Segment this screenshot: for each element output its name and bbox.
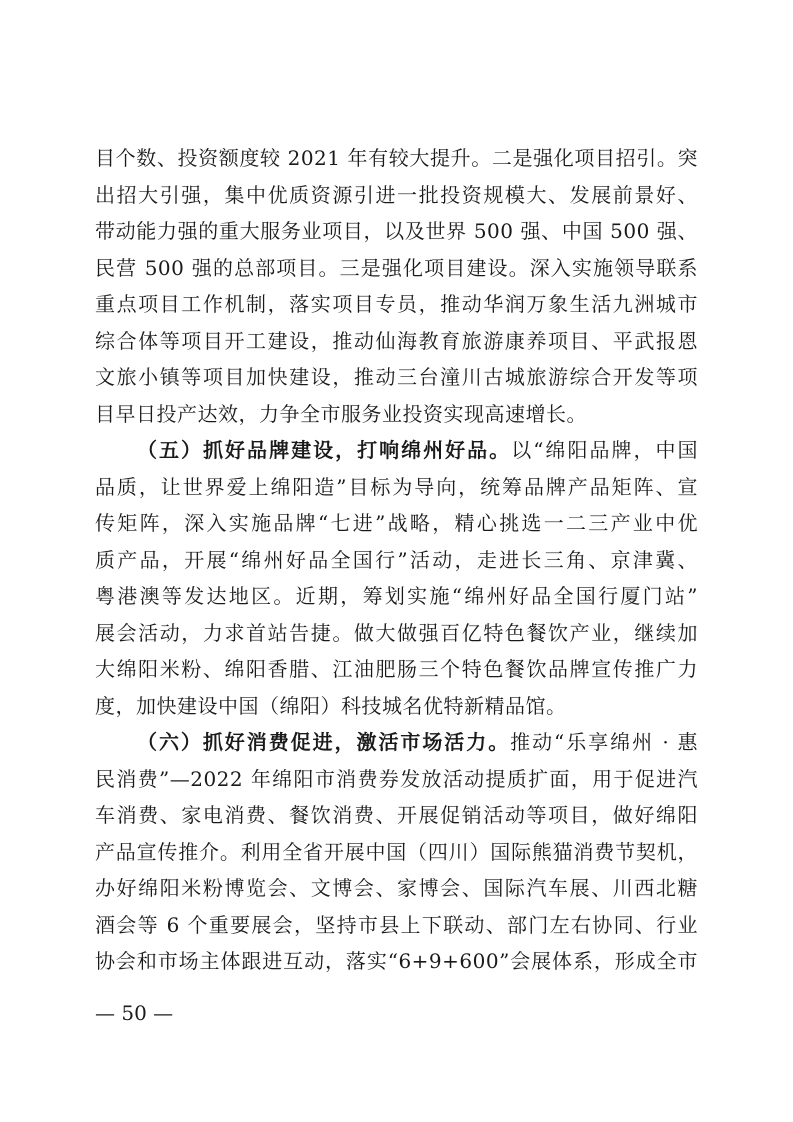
paragraph-line: 出招大引强，集中优质资源引进一批投资规模大、发展前景好、	[95, 182, 698, 207]
paragraph-line: 带动能力强的重大服务业项目，以及世界 500 强、中国 500 强、	[95, 219, 698, 243]
paragraph-text: 推动“乐享绵州 · 惠	[510, 730, 699, 754]
paragraph-line: 粤港澳等发达地区。近期，筹划实施“绵州好品全国行厦门站”	[95, 584, 698, 608]
paragraph-line: 大绵阳米粉、绵阳香腊、江油肥肠三个特色餐饮品牌宣传推广力	[95, 657, 698, 681]
paragraph-line: 度，加快建设中国（绵阳）科技城名优特新精品馆。	[95, 693, 567, 718]
paragraph-3	[95, 724, 698, 980]
section-heading: （五）抓好品牌建设，打响绵州好品。	[137, 438, 512, 462]
paragraph-line: 目个数、投资额度较 2021 年有较大提升。二是强化项目招引。突	[95, 146, 698, 170]
paragraph-line: 目早日投产达效，力争全市服务业投资实现高速增长。	[95, 401, 587, 426]
paragraph-1	[95, 140, 698, 432]
paragraph-line: 文旅小镇等项目加快建设，推动三台潼川古城旅游综合开发等项	[95, 365, 698, 389]
paragraph-line: 质产品，开展“绵州好品全国行”活动，走进长三角、京津冀、	[95, 547, 698, 572]
paragraph-line: 酒会等 6 个重要展会，坚持市县上下联动、部门左右协同、行业	[95, 912, 698, 937]
document-body	[95, 140, 698, 980]
paragraph-2	[95, 432, 698, 724]
paragraph-line: 传矩阵，深入实施品牌“七进”战略，精心挑选一二三产业中优	[95, 511, 698, 535]
paragraph-text: 以“绵阳品牌，中国	[511, 438, 698, 462]
section-heading: （六）抓好消费促进，激活市场活力。	[137, 730, 511, 754]
paragraph-line: 车消费、家电消费、餐饮消费、开展促销活动等项目，做好绵阳	[95, 803, 698, 827]
paragraph-line: 重点项目工作机制，落实项目专员，推动华润万象生活九洲城市	[95, 292, 698, 316]
paragraph-line: 综合体等项目开工建设，推动仙海教育旅游康养项目、平武报恩	[95, 328, 698, 353]
page-number: — 50 —	[95, 1001, 174, 1025]
paragraph-line: 产品宣传推介。利用全省开展中国（四川）国际熊猫消费节契机，	[95, 839, 698, 864]
paragraph-line: 办好绵阳米粉博览会、文博会、家博会、国际汽车展、川西北糖	[95, 876, 698, 900]
paragraph-first-line	[95, 724, 698, 761]
paragraph-line: 民营 500 强的总部项目。三是强化项目建设。深入实施领导联系	[95, 255, 698, 280]
paragraph-line: 协会和市场主体跟进互动，落实“6+9+600”会展体系，形成全市	[95, 949, 698, 973]
paragraph-line: 民消费”—2022 年绵阳市消费券发放活动提质扩面，用于促进汽	[95, 766, 698, 791]
paragraph-line: 展会活动，力求首站告捷。做大做强百亿特色餐饮产业，继续加	[95, 620, 698, 645]
paragraph-line: 品质，让世界爱上绵阳造”目标为导向，统筹品牌产品矩阵、宣	[95, 474, 698, 499]
paragraph-first-line	[95, 432, 698, 469]
